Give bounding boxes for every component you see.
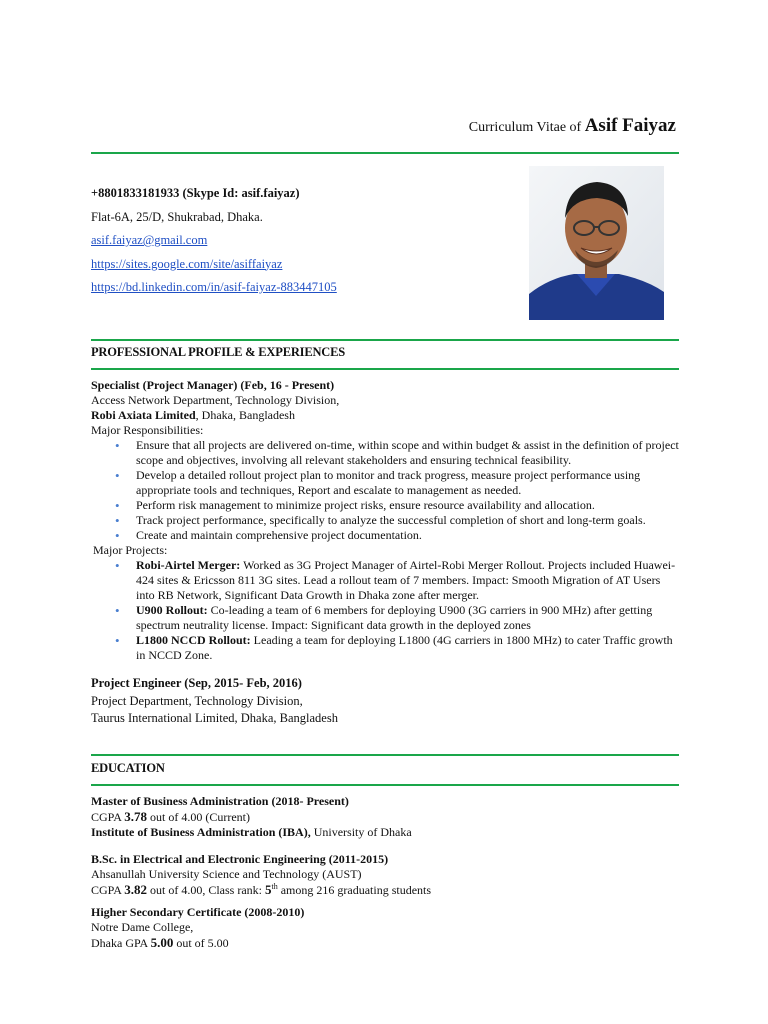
project-name: U900 Rollout: (136, 603, 208, 617)
list-item: • Develop a detailed rollout project plan to monitor and track progress, measure project performance using appropriate tools and techniques, Report and escalate to management as needed. (135, 468, 681, 498)
projects-label: Major Projects: (93, 543, 168, 557)
gpa-line (91, 935, 691, 951)
list-item: • Ensure that all projects are delivered on-time, within scope and within budget & assist in the definition of project scope and objectives, involving all relevant stakeholders and ensuring technical feasibility. (135, 438, 681, 468)
education-mba (91, 794, 691, 840)
list-item: • Create and maintain comprehensive project documentation. (135, 528, 681, 543)
job-company-line (91, 408, 691, 423)
job-dept: Access Network Department, Technology Division, (91, 393, 340, 407)
cgpa-line (91, 809, 691, 825)
list-item: • Perform risk management to minimize project risks, ensure resource availability and allocation. (135, 498, 681, 513)
degree-title: Higher Secondary Certificate (2008-2010) (91, 905, 305, 919)
website-link[interactable]: https://sites.google.com/site/asiffaiyaz (91, 256, 283, 271)
gpa-prefix: Dhaka GPA (91, 936, 151, 950)
rank-value: 5 (265, 882, 272, 897)
projects-list (135, 558, 681, 663)
candidate-name: Asif Faiyaz (584, 115, 676, 136)
cgpa-mid: out of 4.00, Class rank: (147, 883, 265, 897)
degree-title: B.Sc. in Electrical and Electronic Engineering (2011-2015) (91, 852, 389, 866)
address-line: Flat-6A, 25/D, Shukrabad, Dhaka. (91, 209, 263, 224)
divider (91, 152, 679, 154)
list-item: • Track project performance, specifically to analyze the successful completion of short and long-term goals. (135, 513, 681, 528)
divider (91, 368, 679, 370)
cv-title-prefix: Curriculum Vitae of (468, 120, 582, 135)
email-link[interactable]: asif.faiyaz@gmail.com (91, 233, 208, 247)
phone-line: +8801833181933 (Skype Id: asif.faiyaz) (91, 186, 300, 200)
cgpa-prefix: CGPA (91, 883, 125, 897)
linkedin-link[interactable]: https://bd.linkedin.com/in/asif-faiyaz-883447105 (91, 280, 337, 294)
job-project-engineer (91, 675, 691, 728)
education-hsc (91, 905, 691, 951)
cgpa-suffix: out of 4.00 (Current) (147, 810, 250, 824)
responsibilities-label: Major Responsibilities: (91, 423, 204, 437)
company-location: , Dhaka, Bangladesh (195, 408, 295, 422)
institute-name: Institute of Business Administration (IBA), (91, 825, 311, 839)
divider (91, 339, 679, 341)
gpa-suffix: out of 5.00 (173, 936, 229, 950)
divider (91, 754, 679, 756)
rank-sup: th (271, 882, 278, 891)
institute-line: Ahsanullah University Science and Technology (AUST) (91, 867, 362, 881)
company-name: Robi Axiata Limited (91, 408, 196, 422)
profile-photo (529, 166, 664, 320)
section-heading-experience: PROFESSIONAL PROFILE & EXPERIENCES (91, 345, 346, 359)
job-company-line: Taurus International Limited, Dhaka, Bangladesh (91, 711, 338, 725)
rank-suffix: among 216 graduating students (277, 883, 432, 897)
job-title: Project Engineer (Sep, 2015- Feb, 2016) (91, 676, 302, 690)
list-item (135, 558, 681, 603)
project-name: Robi-Airtel Merger: (136, 558, 241, 572)
project-name: L1800 NCCD Rollout: (136, 633, 251, 647)
institute-line (91, 825, 691, 840)
cgpa-line (91, 882, 691, 898)
project-text: Co-leading a team of 6 members for deploying U900 (3G carriers in 900 MHz) after getting spectrum neutrality license. Impact: Significant data growth in the deployed zones (136, 603, 653, 632)
section-heading-education: EDUCATION (91, 761, 165, 775)
job-title: Specialist (Project Manager) (Feb, 16 - Present) (91, 378, 335, 392)
job-specialist (91, 378, 691, 663)
cgpa-value: 3.82 (124, 882, 147, 897)
job-dept: Project Department, Technology Division, (91, 693, 303, 708)
responsibilities-list (135, 438, 681, 543)
college-line: Notre Dame College, (91, 920, 194, 934)
education-bsc (91, 852, 691, 898)
list-item (135, 603, 681, 633)
cv-title (469, 115, 676, 137)
cgpa-value: 3.78 (124, 809, 147, 824)
divider (91, 784, 679, 786)
cgpa-prefix: CGPA (91, 810, 125, 824)
project-text: Leading a team for deploying L1800 (4G carriers in 1800 MHz) to cater Traffic growth in NCCD Zone. (136, 633, 673, 662)
project-text: Worked as 3G Project Manager of Airtel-Robi Merger Rollout. Projects included Huawei-424 sites & Ericsson 811 3G sites. Lead a rollout team of 7 members. Impact: Smooth Migration of AT Users into RB Network, Significant Data Growth in Dhaka zone after merger. (136, 558, 676, 602)
gpa-value: 5.00 (150, 935, 174, 950)
list-item (135, 633, 681, 663)
university-name: University of Dhaka (310, 825, 412, 839)
degree-title: Master of Business Administration (2018- Present) (91, 794, 349, 808)
contact-block (91, 186, 511, 304)
